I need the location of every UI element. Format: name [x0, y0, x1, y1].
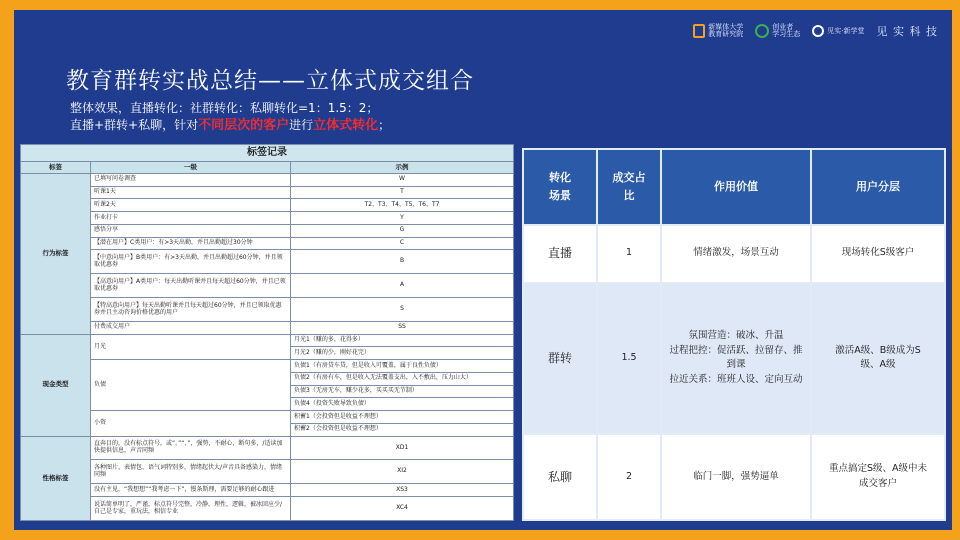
conv-header-value: 作用价值 — [662, 150, 810, 224]
table-row — [21, 298, 514, 322]
table-row — [21, 274, 514, 298]
conv-value: 临门一脚，强势逼单 — [662, 435, 810, 519]
tag-record-table — [20, 144, 514, 521]
conv-value: 情绪激发，场景互动 — [662, 226, 810, 282]
subtitle-highlight-2: 立体式转化 — [313, 118, 379, 133]
behavior-level1: 付费成交用户 — [91, 321, 291, 334]
cash-example: 积蓄1（会投资但是收益不理想） — [291, 411, 514, 424]
personality-level1: 没有主见，“我想想”“我考虑一下”，慢条斯理，需要足够的耐心跟进 — [91, 484, 291, 497]
cash-xiaozi: 小资 — [91, 411, 291, 436]
behavior-level1: 听课1天 — [91, 186, 291, 199]
behavior-example: B — [291, 250, 514, 274]
page-title: 教育群转实战总结——立体式成交组合 — [66, 68, 474, 94]
conv-header-scene: 转化场景 — [524, 150, 596, 224]
behavior-example: SS — [291, 321, 514, 334]
conv-ratio: 2 — [598, 435, 660, 519]
personality-example: XC4 — [291, 497, 514, 521]
table-row — [21, 321, 514, 334]
personality-example: XS3 — [291, 484, 514, 497]
logo-4: 见 实 科 技 — [876, 24, 938, 38]
category-behavior: 行为标签 — [21, 174, 91, 335]
logo-bar — [693, 24, 938, 39]
personality-example: XD1 — [291, 436, 514, 460]
conv-layer: 现场转化S级客户 — [812, 226, 944, 282]
behavior-example: A — [291, 274, 514, 298]
cash-yueguang: 月光 — [91, 334, 291, 359]
subtitle-highlight-1: 不同层次的客户 — [198, 118, 290, 133]
behavior-example: S — [291, 298, 514, 322]
cash-example: 负债1（有房贷车贷，但是收入可覆盖，属于良性负债） — [291, 360, 514, 373]
table-row — [21, 237, 514, 250]
cash-fuzhai: 负债 — [91, 360, 291, 411]
tag-header-example: 示例 — [291, 162, 514, 174]
behavior-level1: 感悟分享 — [91, 224, 291, 237]
conv-layer: 激活A级、B级成为S级、A级 — [812, 284, 944, 433]
subtitle-ratio: 整体效果，直播转化：社群转化：私聊转化=1：1.5：2； — [70, 101, 379, 115]
conv-ratio: 1 — [598, 226, 660, 282]
tag-table-caption: 标签记录 — [21, 145, 514, 162]
logo-mark-icon — [755, 24, 769, 38]
behavior-level1: 作业打卡 — [91, 212, 291, 225]
cash-example: 负债3（无房无车，赚少花多，买买买无节制） — [291, 385, 514, 398]
cash-example: 月光1（赚的多，花得多） — [291, 334, 514, 347]
subtitle-mid: 进行 — [289, 118, 314, 132]
conv-value: 氛围营造：破冰、升温 过程把控：促活跃、拉留存、推到课 拉近关系：班班人设、定向互动 — [662, 284, 810, 433]
cash-example: 月光2（赚的少，刚好花完） — [291, 347, 514, 360]
logo-3: 见实·新学堂 — [812, 25, 864, 37]
table-row — [21, 334, 514, 347]
behavior-level1: 【高意向用户】A类用户：每天出勤听课并且每天超过60分钟，并且已领取优惠券 — [91, 274, 291, 298]
personality-level1: 说话简单明了，严谨，标点符号完整，冷静，理性，逻辑，被冰回应少/自己是专家，重玩法，相信专业 — [91, 497, 291, 521]
category-cash: 现金类型 — [21, 334, 91, 436]
behavior-level1: 听课2天 — [91, 199, 291, 212]
slide — [14, 10, 952, 530]
subtitle-post: ； — [378, 118, 391, 132]
behavior-level1: 【中意向用户】B类用户：有>3天出勤，并且出勤超过60分钟，并且领取优惠券 — [91, 250, 291, 274]
table-row — [21, 436, 514, 460]
cash-example: 负债2（有房有车，但是收入无法覆盖支出，入不敷出，压力山大） — [291, 372, 514, 385]
conv-header-layer: 用户分层 — [812, 150, 944, 224]
personality-level1: 直奔目的，没有标点符号，或“。”“、”，强势，不耐心，断句多，/适读加快提供信息，声音同频 — [91, 436, 291, 460]
table-row — [21, 460, 514, 484]
behavior-example: W — [291, 174, 514, 187]
table-row — [21, 199, 514, 212]
logo-2: 创业者 学习生态 — [755, 24, 800, 39]
conv-scene: 群转 — [524, 284, 596, 433]
table-row — [21, 212, 514, 225]
personality-example: XI2 — [291, 460, 514, 484]
table-row — [21, 411, 514, 424]
logo-mark-icon — [693, 24, 705, 38]
table-row — [21, 497, 514, 521]
conv-scene: 直播 — [524, 226, 596, 282]
behavior-example: T — [291, 186, 514, 199]
table-row — [21, 250, 514, 274]
cash-example: 负债4（投资失败导致负债） — [291, 398, 514, 411]
subtitle-strategy — [70, 114, 390, 133]
subtitle-pre: 直播+群转+私聊，针对 — [70, 118, 199, 132]
logo-1: 新媒体大学 教育研究院 — [693, 24, 743, 39]
table-row — [21, 186, 514, 199]
tag-header-tag: 标签 — [21, 162, 91, 174]
behavior-level1: 已填写问卷调查 — [91, 174, 291, 187]
behavior-level1: 【潜在用户】C类用户：有>3天出勤，并且出勤超过30分钟 — [91, 237, 291, 250]
table-row — [524, 435, 944, 519]
conv-scene: 私聊 — [524, 435, 596, 519]
logo-mark-icon — [812, 25, 824, 37]
behavior-example: C — [291, 237, 514, 250]
table-row — [21, 360, 514, 373]
tag-header-level1: 一级 — [91, 162, 291, 174]
behavior-example: Y — [291, 212, 514, 225]
table-row — [524, 226, 944, 282]
table-row — [21, 484, 514, 497]
table-row — [21, 224, 514, 237]
conv-ratio: 1.5 — [598, 284, 660, 433]
conv-header-ratio: 成交占比 — [598, 150, 660, 224]
behavior-example: T2、T3、T4、T5、T6、T7 — [291, 199, 514, 212]
table-row — [524, 284, 944, 433]
conversion-table — [522, 148, 946, 521]
cash-example: 积蓄2（会投资但是收益不理想） — [291, 423, 514, 436]
table-row — [21, 174, 514, 187]
personality-level1: 各种图片、表情包、语气词特别多，情绪起伏大/声音具备感染力，情绪同频 — [91, 460, 291, 484]
category-personality: 性格标签 — [21, 436, 91, 520]
behavior-example: G — [291, 224, 514, 237]
conv-layer: 重点搞定S级、A级中未成交客户 — [812, 435, 944, 519]
behavior-level1: 【特高意向用户】每天出勤听课并且每天超过60分钟，并且已领取优惠券并且主动咨询价格优惠的用户 — [91, 298, 291, 322]
